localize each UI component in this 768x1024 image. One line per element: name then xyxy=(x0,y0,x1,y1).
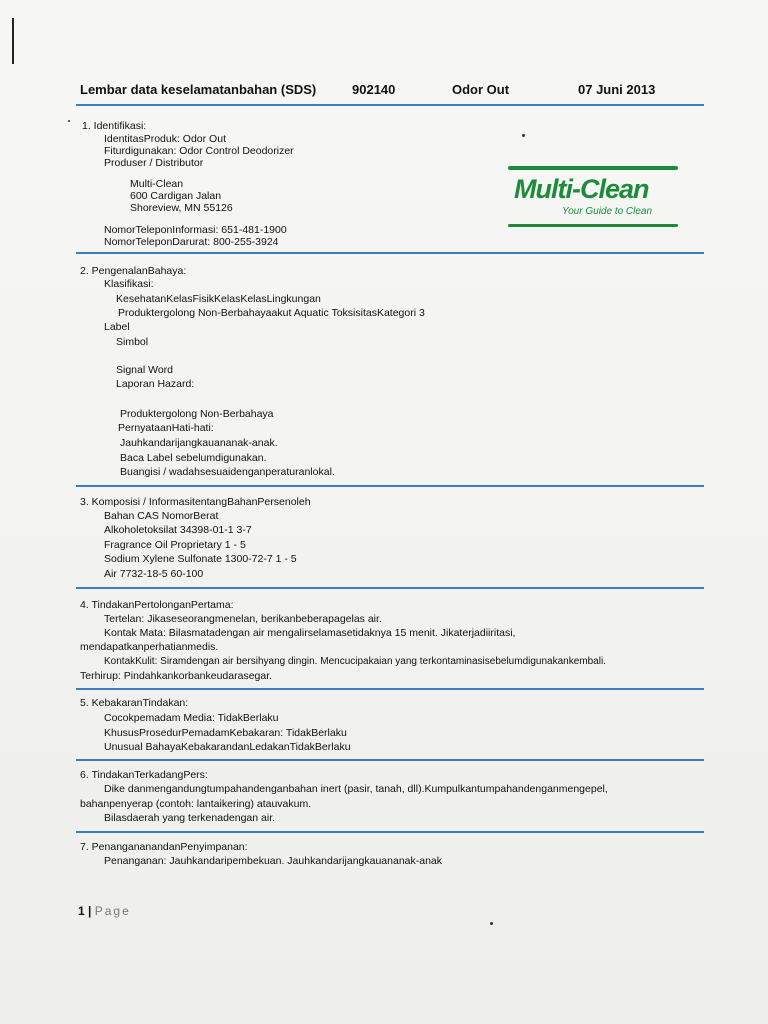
s6-line: Bilasdaerah yang terkenadengan air. xyxy=(104,812,276,824)
section-rule xyxy=(76,831,704,833)
s5-line: Unusual BahayaKebakarandanLedakanTidakBerlaku xyxy=(104,741,351,753)
header-rule xyxy=(76,104,704,106)
page-separator: | xyxy=(88,904,92,918)
product-name: Odor Out xyxy=(452,82,510,97)
s1-address-line: Shoreview, MN 55126 xyxy=(130,202,233,214)
s1-line: Produser / Distributor xyxy=(104,157,204,169)
s1-address-line: 600 Cardigan Jalan xyxy=(130,190,222,202)
section-7-heading: 7. PenangananandanPenyimpanan: xyxy=(80,841,248,853)
section-1-heading: 1. Identifikasi: xyxy=(82,120,147,132)
s2-line: Produktergolong Non-Berbahayaakut Aquatic ToksisitasKategori 3 xyxy=(118,307,425,319)
s2-line: Baca Label sebelumdigunakan. xyxy=(120,452,267,464)
s4-line: Terhirup: Pindahkankorbankeudarasegar. xyxy=(80,670,273,682)
s6-line: Dike danmengandungtumpahandenganbahan inert (pasir, tanah, dll).Kumpulkantumpahandenganmengepel, xyxy=(104,783,608,795)
s1-address-line: Multi-Clean xyxy=(130,178,184,190)
s4-line: Kontak Mata: Bilasmatadengan air mengalirselamasetidaknya 15 menit. Jikaterjadiiritasi, xyxy=(104,627,516,639)
section-6-heading: 6. TindakanTerkadangPers: xyxy=(80,769,208,781)
s2-line: PernyataanHati-hati: xyxy=(118,422,214,434)
logo-tagline: Your Guide to Clean xyxy=(562,206,653,217)
logo-bottom-bar xyxy=(508,224,678,227)
s2-line: Jauhkandarijangkauananak-anak. xyxy=(120,437,278,449)
logo-top-bar xyxy=(508,166,678,170)
s5-line: KhususProsedurPemadamKebakaran: TidakBerlaku xyxy=(104,727,347,739)
s3-line: Air 7732-18-5 60-100 xyxy=(104,568,204,580)
s2-line: KesehatanKelasFisikKelasKelasLingkungan xyxy=(116,293,321,305)
s2-line: Klasifikasi: xyxy=(104,278,154,290)
document-title: Lembar data keselamatanbahan (SDS) xyxy=(80,82,317,97)
s1-phone-line: NomorTeleponDarurat: 800-255-3924 xyxy=(104,236,279,248)
s1-phone-line: NomorTeleponInformasi: 651-481-1900 xyxy=(104,224,287,236)
s3-line: Sodium Xylene Sulfonate 1300-72-7 1 - 5 xyxy=(104,553,297,565)
product-code: 902140 xyxy=(352,82,396,97)
s3-line: Fragrance Oil Proprietary 1 - 5 xyxy=(104,539,246,551)
section-2-heading: 2. PengenalanBahaya: xyxy=(80,265,187,277)
s3-line: Bahan CAS NomorBerat xyxy=(104,510,219,522)
s6-line: bahanpenyerap (contoh: lantaikering) atauvakum. xyxy=(80,798,312,810)
section-rule xyxy=(76,485,704,487)
document-date: 07 Juni 2013 xyxy=(578,82,656,97)
scan-artifact-line xyxy=(12,18,14,64)
s2-line: Laporan Hazard: xyxy=(116,378,195,390)
s3-line: Alkoholetoksilat 34398-01-1 3-7 xyxy=(104,524,252,536)
s2-line: Label xyxy=(104,321,130,333)
section-rule xyxy=(76,759,704,761)
section-5-heading: 5. KebakaranTindakan: xyxy=(80,697,189,709)
s4-line: Tertelan: Jikaseseorangmenelan, berikanbeberapagelas air. xyxy=(104,613,382,625)
s1-line: Fiturdigunakan: Odor Control Deodorizer xyxy=(104,145,294,157)
s7-line: Penanganan: Jauhkandaripembekuan. Jauhkandarijangkauananak-anak xyxy=(104,855,443,867)
scan-speck xyxy=(490,922,493,925)
section-3-heading: 3. Komposisi / InformasitentangBahanPersenoleh xyxy=(80,496,311,508)
scan-speck xyxy=(522,134,525,137)
s2-line: Simbol xyxy=(116,336,149,348)
multi-clean-logo xyxy=(508,166,680,230)
s2-line: Produktergolong Non-Berbahaya xyxy=(120,408,274,420)
s4-line: mendapatkanperhatianmedis. xyxy=(80,641,219,653)
scan-speck xyxy=(68,120,70,122)
section-rule xyxy=(76,587,704,589)
section-4-heading: 4. TindakanPertolonganPertama: xyxy=(80,599,234,611)
page-label: Page xyxy=(94,904,131,918)
s4-line: KontakKulit: Siramdengan air bersihyang dingin. Mencucipakaian yang terkontaminasisebelumdigunakankembali. xyxy=(104,656,606,667)
logo-brand: Multi-Clean xyxy=(514,174,649,204)
s2-line: Buangisi / wadahsesuaidenganperaturanlokal. xyxy=(120,466,335,478)
section-rule xyxy=(76,252,704,254)
s2-line: Signal Word xyxy=(116,364,174,376)
page-number: 1 xyxy=(78,904,85,918)
s5-line: Cocokpemadam Media: TidakBerlaku xyxy=(104,712,279,724)
section-rule xyxy=(76,688,704,690)
page-footer xyxy=(78,904,131,918)
s1-line: IdentitasProduk: Odor Out xyxy=(104,133,226,145)
